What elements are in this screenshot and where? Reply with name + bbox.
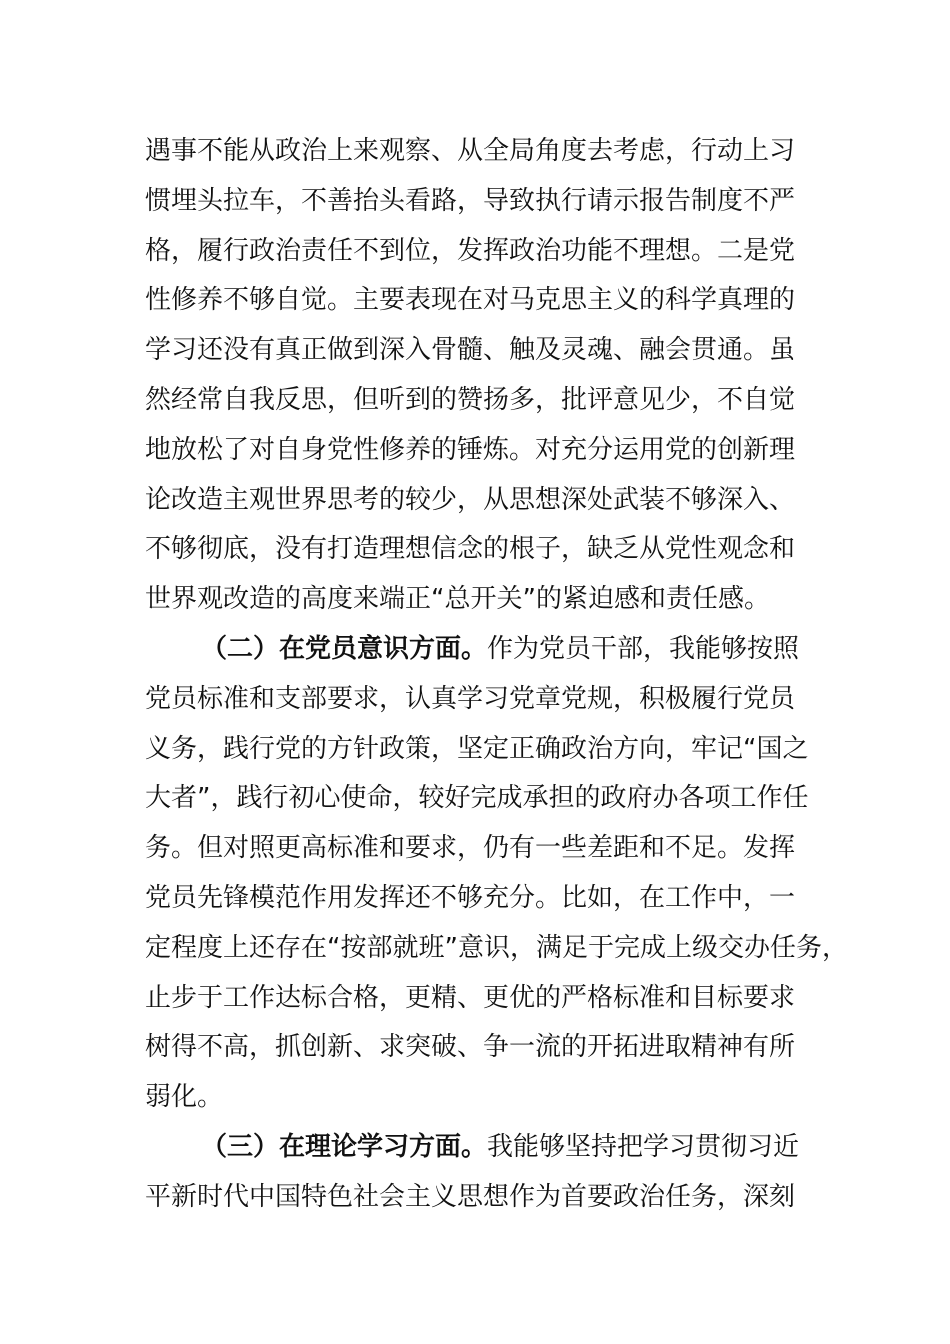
text-line: 平新时代中国特色社会主义思想作为首要政治任务，深刻 bbox=[145, 1181, 796, 1212]
text-line: 务。但对照更高标准和要求，仍有一些差距和不足。发挥 bbox=[145, 833, 796, 864]
text-line: 义务，践行党的方针政策，坚定正确政治方向，牢记“国之 bbox=[145, 733, 809, 764]
text-line: 树得不高，抓创新、求突破、争一流的开拓进取精神有所 bbox=[145, 1032, 796, 1063]
text-line: 党员标准和支部要求，认真学习党章党规，积极履行党员 bbox=[145, 683, 796, 714]
text-line: 定程度上还存在“按部就班”意识，满足于完成上级交办任务， bbox=[145, 932, 848, 963]
text-line: 不够彻底，没有打造理想信念的根子，缺乏从党性观念和 bbox=[145, 534, 796, 565]
text-line: 性修养不够自觉。主要表现在对马克思主义的科学真理的 bbox=[145, 285, 796, 316]
text-line: 世界观改造的高度来端正“总开关”的紧迫感和责任感。 bbox=[145, 584, 770, 615]
text-line: 地放松了对自身党性修养的锤炼。对充分运用党的创新理 bbox=[145, 434, 796, 465]
text-line: 格，履行政治责任不到位，发挥政治功能不理想。二是党 bbox=[145, 235, 796, 266]
text-line: 论改造主观世界思考的较少，从思想深处武装不够深入、 bbox=[145, 484, 796, 515]
text-line: 大者”，践行初心使命，较好完成承担的政府办各项工作任 bbox=[145, 783, 809, 814]
text-line: 学习还没有真正做到深入骨髓、触及灵魂、融会贯通。虽 bbox=[145, 335, 796, 366]
text-line: 弱化。 bbox=[145, 1082, 224, 1113]
text-line: 然经常自我反思，但听到的赞扬多，批评意见少，不自觉 bbox=[145, 384, 796, 415]
text-line: 党员先锋模范作用发挥还不够充分。比如，在工作中，一 bbox=[145, 882, 796, 913]
text-line: 止步于工作达标合格，更精、更优的严格标准和目标要求 bbox=[145, 982, 796, 1013]
text-line: 惯埋头拉车，不善抬头看路，导致执行请示报告制度不严 bbox=[145, 185, 796, 216]
section-heading: （二）在党员意识方面。 bbox=[201, 633, 488, 664]
section-text: 我能够坚持把学习贯彻习近 bbox=[487, 1131, 800, 1162]
section-heading: （三）在理论学习方面。 bbox=[201, 1131, 488, 1162]
document-body bbox=[145, 127, 848, 1223]
section-heading-line bbox=[145, 625, 810, 675]
section-text: 作为党员干部，我能够按照 bbox=[487, 633, 800, 664]
text-line: 遇事不能从政治上来观察、从全局角度去考虑，行动上习 bbox=[145, 136, 796, 166]
section-heading-line bbox=[145, 1123, 810, 1173]
